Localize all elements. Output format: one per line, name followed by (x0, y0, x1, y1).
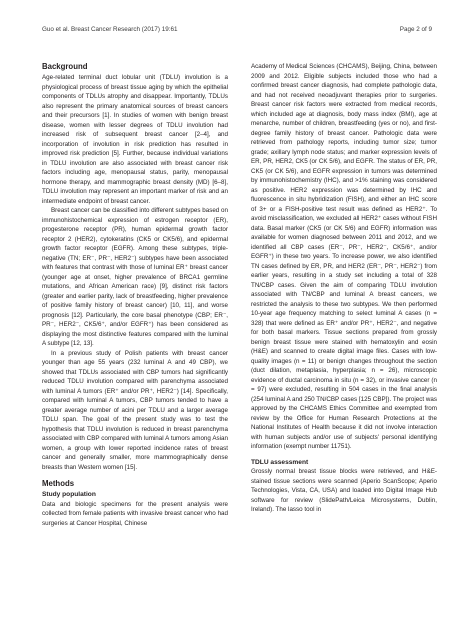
background-paragraph-3: In a previous study of Polish patients with breast cancer younger than age 55 years (232 luminal A and 49 CBP), we showed that TDLUs associated with CBP tumors had significantly reduced TDLU involution compared with parenchyma associated with luminal A tumors (ER⁺ and/or PR⁺, HER2⁻) [14]. Specifically, compared with luminal A tumors, CBP tumors tended to have a greater average number of acini per TDLU and a larger average TDLU span. The goal of the present study was to test the hypothesis that TDLU involution is reduced in breast parenchyma associated with CBP compared with luminal A tumors among Asian women, a group with lower reported incidence rates of breast cancer and generally smaller, more mammographically dense breasts than Western women [15]. (42, 349, 228, 471)
tdlu-assessment-paragraph: Grossly normal breast tissue blocks were retrieved, and H&E-stained tissue sections were scanned (Aperio ScanScope; Aperio Technologies, Vista, CA, USA) and loaded into Digital Image Hub software for review (SlidePath/Leica Microsystems, Dublin, Ireland). The lasso tool in (251, 468, 437, 513)
page-number: Page 2 of 9 (399, 26, 432, 33)
background-paragraph-1: Age-related terminal duct lobular unit (TDLU) involution is a physiological process of breast tissue aging by which the epithelial components of TDLUs atrophy and disappear. Importantly, TDLUs also represent the primary anatomical sources of breast cancers and their precursors [1]. In studies of women with benign breast disease, women with lesser degrees of TDLU involution had increased risk of subsequent breast cancer [2–4], and incorporation of involution in risk prediction has resulted in improved risk prediction [5]. Further, because individual variations in TDLU involution are also associated with breast cancer risk factors including age, menopausal status, parity, menopausal hormone therapy, and mammographic breast density (MD) [6–8], TDLU involution may represent an important marker of risk and an intermediate endpoint of breast cancer. (42, 74, 228, 205)
tdlu-assessment-heading: TDLU assessment (251, 458, 309, 466)
study-population-heading: Study population (42, 491, 96, 498)
study-population-paragraph: Data and biologic specimens for the present analysis were collected from female patients with invasive breast cancer who had surgeries at Cancer Hospital, Chinese (42, 500, 228, 527)
citation-line: Guo et al. Breast Cancer Research (2017) 19:61 (42, 26, 178, 33)
methods-heading: Methods (42, 479, 75, 488)
background-paragraph-2: Breast cancer can be classified into different subtypes based on immunohistochemical expression of estrogen receptor (ER), progesterone receptor (PR), human epidermal growth factor receptor 2 (HER2), cytokeratins (CK5 or CK5/6), and epidermal growth factor receptor (EGFR). Among these subtypes, triple-negative (TN; ER⁻, PR⁻, HER2⁻) subtypes have been associated with features that contrast with those of luminal ER⁺ breast cancer (younger age at onset, higher prevalence of BRCA1 germline mutations, and African American race) [9], distinct risk factors (greater and earlier parity, lack of breastfeeding, higher prevalence of positive family history of breast cancer) [10, 11], and worse prognosis [12]. Particularly, the core basal phenotype (CBP; ER⁻, PR⁻, HER2⁻, CK5/6⁺, and/or EGFR⁺) has been considered as displaying the most distinctive features compared with the luminal A subtype [12, 13]. (42, 207, 228, 347)
background-heading: Background (42, 62, 88, 71)
study-population-continued: Academy of Medical Sciences (CHCAMS), Beijing, China, between 2009 and 2012. Eligible subjects included those who had a confirmed breast cancer diagnosis, had complete pathologic data, and had not received neoadjuvant therapies prior to surgeries. Breast cancer risk factors were extracted from medical records, which included age at diagnosis, body mass index (BMI), age at menarche, number of children, breastfeeding (yes or no), and first-degree family history of breast cancer. Pathologic data were retrieved from pathology reports, including tumor size; tumor grade; axillary lymph node status; and marker expression levels of ER, PR, HER2, CK5 (or CK 5/6), and EGFR. The status of ER, PR, CK5 (or CK 5/6), and EGFR expression in tumors was determined by immunohistochemistry (IHC), and >1% staining was considered as positive. HER2 expression was determined by IHC and fluorescence in situ hybridization (FISH), and either an IHC score of 3+ or a FISH-positive test result was defined as HER2⁺. To avoid misclassification, we excluded all HER2⁺ cases without FISH data. Basal marker (CK5 (or CK 5/6) and EGFR) information was available for women diagnosed between 2011 and 2012, and we identified all CBP cases (ER⁻, PR⁻, HER2⁻, CK5/6⁺, and/or EGFR⁺) in these two years. To increase power, we also identified TN cases defined by ER, PR, and HER2 (ER⁻, PR⁻, HER2⁻) from earlier years, resulting in a study set including a total of 328 TN/CBP cases. Given the aim of comparing TDLU involution associated with TN/CBP and luminal A breast cancers, we restricted the analysis to these two subtypes. We then performed 10-year age frequency matching to select luminal A cases (n = 328) that were defined as ER⁺ and/or PR⁺, HER2⁻, and negative for both basal markers. Tissue sections prepared from grossly benign breast tissue were stained with hematoxylin and eosin (H&E) and scanned to create digital image files. Cases with low-quality images (n = 11) or benign changes throughout the section (duct dilation, metaplasia, hyperplasia; n = 26), microscopic evidence of ductal carcinoma in situ (n = 32), or invasive cancer (n = 97) were excluded, resulting in 504 cases in the final analysis (254 luminal A and 250 TN/CBP cases [125 CBP]). The project was approved by the CHCAMS Ethics Committee and exempted from review by the Office for Human Research Protections at the National Institutes of Health because it did not involve interaction with human subjects and/or use of subjects' personal identifying information (exempt number 11751). (251, 63, 437, 450)
left-column (42, 62, 228, 528)
right-column (251, 62, 437, 515)
